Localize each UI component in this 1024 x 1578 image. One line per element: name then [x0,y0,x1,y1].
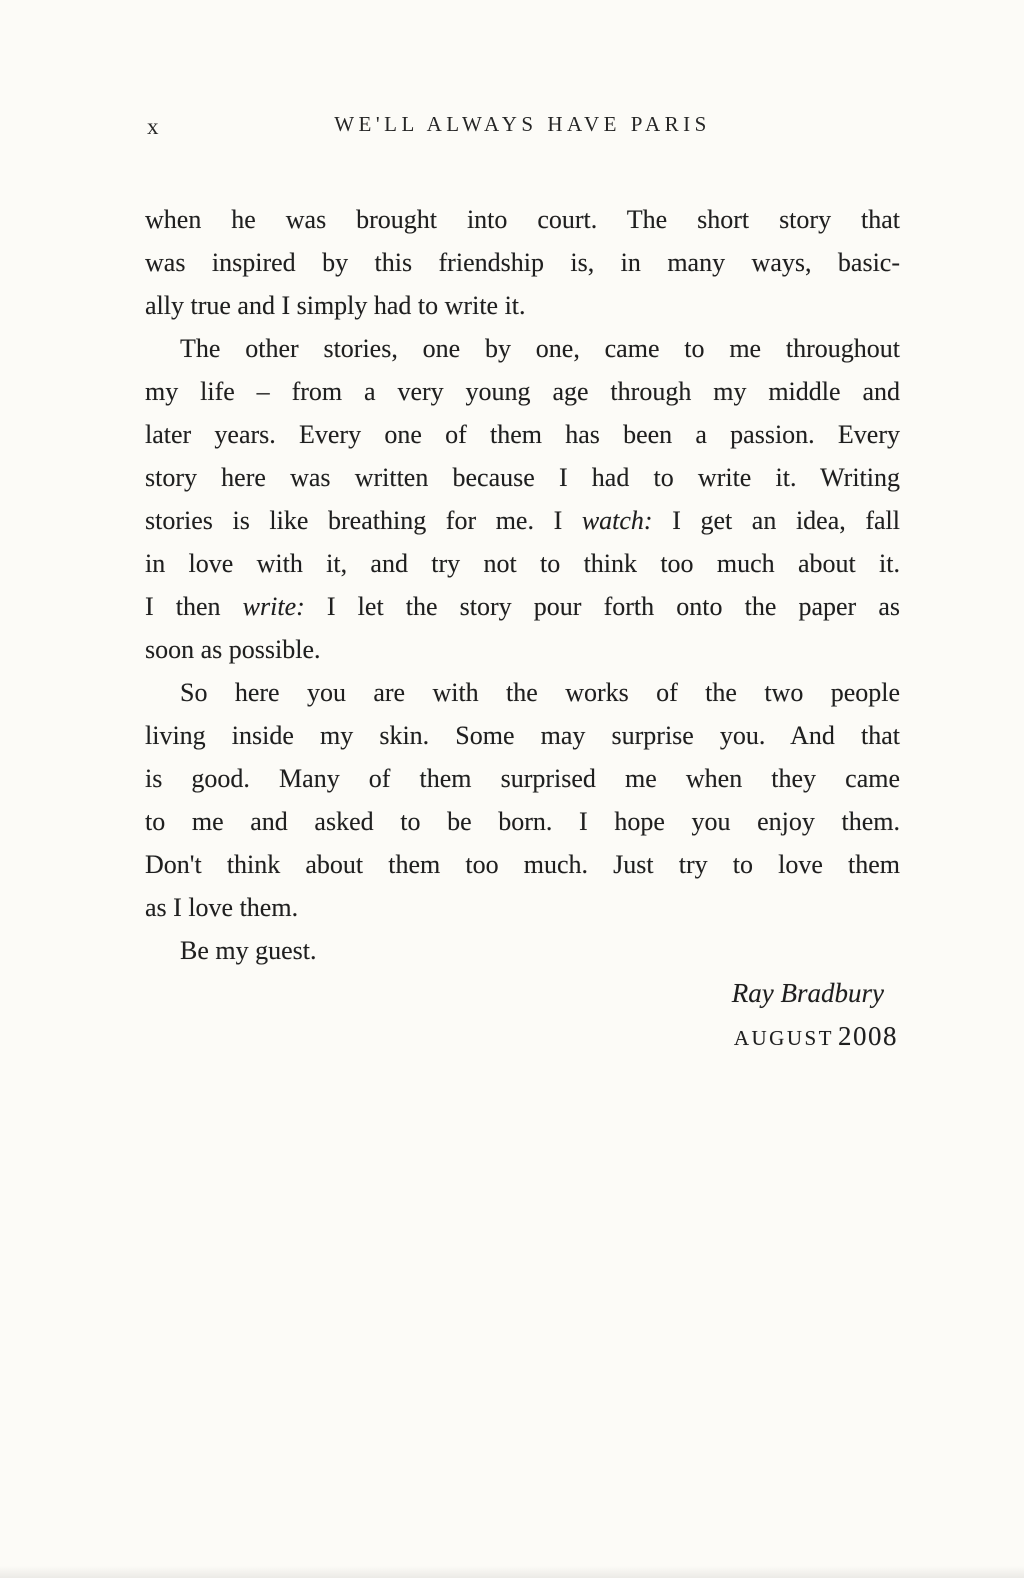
text-segment: to me and asked to be born. I hope you enjoy them. [145,807,900,836]
italic-text: write: [242,592,305,621]
text-segment: as I love them. [145,893,299,922]
signature-year: 2008 [838,1021,898,1051]
text-line [145,886,900,929]
running-header: WE'LL ALWAYS HAVE PARIS [334,112,711,136]
text-line [145,456,900,499]
text-line [145,284,900,327]
page-number: x [147,114,160,139]
text-line [145,241,900,284]
text-line [145,370,900,413]
text-segment: I get an idea, fall [652,506,900,535]
signature-date [145,1015,900,1062]
text-segment: So here you are with the works of the two people [180,678,900,707]
italic-text: watch: [581,506,653,535]
text-segment: story here was written because I had to write it. Writing [145,463,900,492]
text-line [145,757,900,800]
text-line [145,843,900,886]
text-segment: was inspired by this friendship is, in many ways, basic- [145,248,900,277]
author-name: Ray Bradbury [731,978,884,1008]
text-segment: Be my guest. [180,936,317,965]
text-line [145,585,900,628]
text-line [145,198,900,241]
text-line [145,413,900,456]
signature-month: AUGUST [733,1026,834,1050]
text-segment: The other stories, one by one, came to me throughout [180,334,900,363]
text-segment: I let the story pour forth onto the paper as [304,592,900,621]
text-line [145,628,900,671]
text-line [145,800,900,843]
signature-block [145,972,900,1062]
text-line [145,542,900,585]
text-segment: soon as possible. [145,635,321,664]
body-text [145,198,900,972]
text-line [145,327,900,370]
text-segment: ally true and I simply had to write it. [145,291,526,320]
text-segment: in love with it, and try not to think too much about it. [145,549,900,578]
text-segment: stories is like breathing for me. I [145,506,582,535]
page-header [145,112,900,146]
text-line [145,929,900,972]
text-segment: living inside my skin. Some may surprise you. And that [145,721,900,750]
text-segment: I then [145,592,243,621]
text-segment: later years. Every one of them has been a passion. Every [145,420,900,449]
text-line [145,499,900,542]
text-segment: is good. Many of them surprised me when they came [145,764,900,793]
text-segment: Don't think about them too much. Just try to love them [145,850,900,879]
text-segment: my life – from a very young age through my middle and [145,377,900,406]
text-segment: when he was brought into court. The short story that [145,205,900,234]
text-line [145,671,900,714]
text-line [145,714,900,757]
